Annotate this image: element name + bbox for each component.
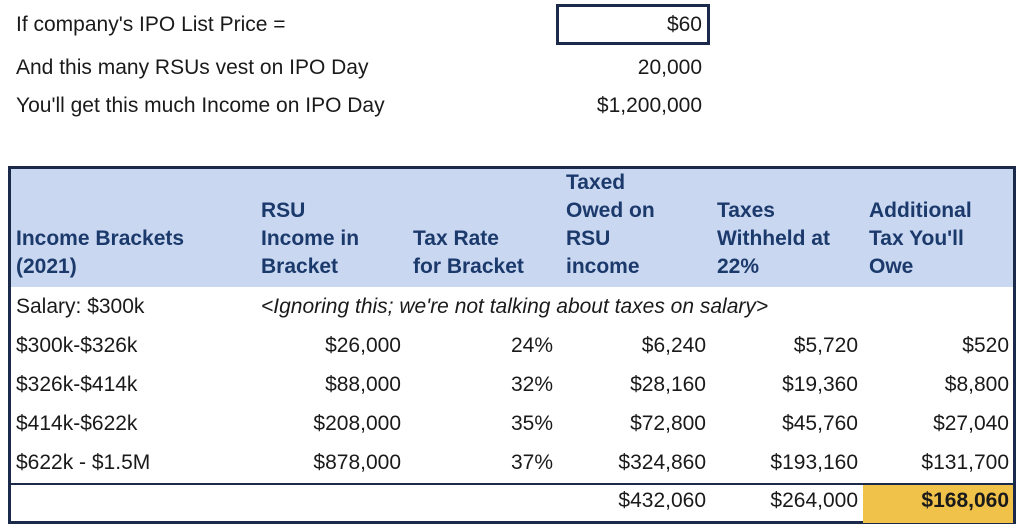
header-line: Taxes [717,199,775,222]
header-line: Owe [869,255,914,278]
rsus-value: 20,000 [637,56,702,79]
tax-rate-cell: 24% [510,334,553,357]
bracket-cell: $414k-$622k [16,412,138,435]
header-line: Taxed [566,171,626,194]
additional-cell: $27,040 [933,412,1009,435]
table-row [11,406,1013,445]
taxed-owed-cell: $72,800 [630,412,706,435]
header-line: Additional [869,199,972,222]
bracket-cell: $326k-$414k [16,373,138,396]
tax-rate-cell: 32% [510,373,553,396]
bracket-cell: $300k-$326k [16,334,138,357]
ipo-price-value[interactable]: $60 [666,13,702,36]
header-line: RSU [566,227,611,250]
rsu-income-cell: $26,000 [325,334,401,357]
table-header [11,169,1013,287]
tax-rate-cell: 35% [510,412,553,435]
header-line: Withheld at [717,227,830,250]
header-income-brackets [16,225,184,281]
taxed-owed-cell: $28,160 [630,373,706,396]
table-row [11,328,1013,367]
header-taxes-withheld [717,197,830,281]
additional-cell: $520 [962,334,1009,357]
header-rsu-income [261,197,359,281]
header-line: Tax You'll [869,227,964,250]
totals-row [11,483,1013,521]
salary-row [11,289,1013,328]
income-value: $1,200,000 [596,94,702,117]
rsu-income-cell: $878,000 [313,451,401,474]
header-line: Income Brackets [16,227,185,250]
bracket-cell: $622k - $1.5M [16,451,151,474]
header-line: (2021) [16,255,77,278]
total-taxed-owed: $432,060 [618,489,706,512]
header-line: income [566,255,640,278]
total-additional-tax: $168,060 [921,489,1009,512]
header-line: Tax Rate [413,227,499,250]
header-additional-tax [869,197,972,281]
additional-cell: $131,700 [921,451,1009,474]
header-tax-rate [413,225,524,281]
withheld-cell: $5,720 [793,334,858,357]
salary-note: <Ignoring this; we're not talking about taxes on salary> [261,295,769,318]
tax-rate-cell: 37% [510,451,553,474]
withheld-cell: $19,360 [782,373,858,396]
ipo-price-label: If company's IPO List Price = [16,13,286,36]
header-line: for Bracket [413,255,524,278]
header-line: Bracket [261,255,339,278]
table-row [11,445,1013,484]
taxed-owed-cell: $6,240 [641,334,706,357]
salary-label: Salary: $300k [16,295,145,318]
header-taxed-owed [566,169,655,281]
tax-bracket-table [8,166,1016,524]
total-withheld: $264,000 [770,489,858,512]
rsus-label: And this many RSUs vest on IPO Day [16,56,369,79]
withheld-cell: $193,160 [770,451,858,474]
withheld-cell: $45,760 [782,412,858,435]
additional-cell: $8,800 [944,373,1009,396]
header-line: RSU [261,199,306,222]
income-label: You'll get this much Income on IPO Day [16,94,385,117]
rsu-income-cell: $208,000 [313,412,401,435]
header-line: 22% [717,255,760,278]
rsu-income-cell: $88,000 [325,373,401,396]
table-row [11,367,1013,406]
header-line: Owed on [566,199,655,222]
header-line: Income in [261,227,360,250]
taxed-owed-cell: $324,860 [618,451,706,474]
